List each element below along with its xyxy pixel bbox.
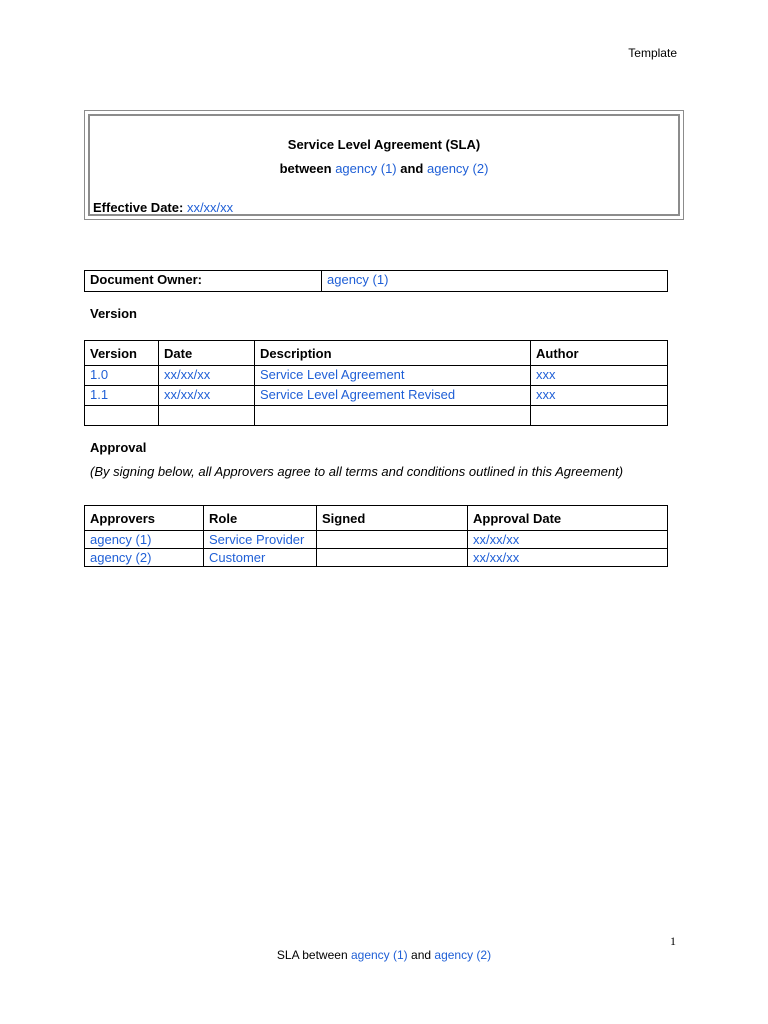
table-row — [85, 271, 668, 292]
page-number: 1 — [670, 934, 676, 948]
table-cell: 1.0 — [85, 366, 159, 386]
table-header-row — [85, 506, 668, 531]
party-1: agency (1) — [335, 161, 397, 176]
page-footer — [0, 948, 768, 962]
table-cell: agency (2) — [85, 549, 204, 567]
footer-prefix: SLA between — [276, 948, 348, 962]
approval-heading: Approval — [90, 440, 147, 455]
approval-table — [84, 505, 668, 567]
version-table — [84, 340, 668, 426]
table-row — [85, 366, 668, 386]
and-label: and — [400, 161, 424, 176]
document-title: Service Level Agreement (SLA) — [287, 137, 481, 152]
table-cell: xx/xx/xx — [159, 366, 255, 386]
table-cell — [531, 406, 668, 426]
table-cell: Service Level Agreement — [255, 366, 531, 386]
signature-cell — [317, 549, 468, 567]
table-cell: agency (1) — [85, 531, 204, 549]
table-cell: xxx — [531, 386, 668, 406]
column-header: Author — [531, 341, 668, 366]
effective-date-label: Effective Date: — [93, 200, 184, 215]
page-header-label: Template — [628, 46, 677, 60]
column-header: Description — [255, 341, 531, 366]
table-row-empty — [85, 406, 668, 426]
owner-value: agency (1) — [322, 271, 668, 292]
signature-cell — [317, 531, 468, 549]
table-row — [85, 531, 668, 549]
document-owner-table — [84, 270, 668, 292]
approval-note: (By signing below, all Approvers agree to all terms and conditions outlined in this Agreement) — [90, 464, 624, 479]
table-cell: Service Level Agreement Revised — [255, 386, 531, 406]
table-cell — [159, 406, 255, 426]
table-cell: 1.1 — [85, 386, 159, 406]
table-cell: Service Provider — [204, 531, 317, 549]
table-cell: xxx — [531, 366, 668, 386]
effective-date-value: xx/xx/xx — [186, 200, 234, 215]
table-cell: xx/xx/xx — [468, 549, 668, 567]
column-header: Signed — [317, 506, 468, 531]
table-cell: xx/xx/xx — [468, 531, 668, 549]
table-row — [85, 549, 668, 567]
footer-party-2: agency (2) — [434, 948, 492, 962]
table-row — [85, 386, 668, 406]
owner-label: Document Owner: — [85, 271, 322, 292]
column-header: Version — [85, 341, 159, 366]
column-header: Role — [204, 506, 317, 531]
title-box — [84, 110, 684, 220]
column-header: Date — [159, 341, 255, 366]
title-box-inner — [88, 114, 680, 216]
table-cell: Customer — [204, 549, 317, 567]
table-header-row — [85, 341, 668, 366]
parties-line — [90, 161, 678, 176]
footer-party-1: agency (1) — [350, 948, 408, 962]
between-label: between — [279, 161, 332, 176]
effective-date-line — [93, 200, 233, 215]
table-cell — [255, 406, 531, 426]
table-cell: xx/xx/xx — [159, 386, 255, 406]
column-header: Approvers — [85, 506, 204, 531]
party-2: agency (2) — [427, 161, 489, 176]
version-heading: Version — [90, 306, 137, 321]
table-cell — [85, 406, 159, 426]
footer-and-label: and — [411, 948, 432, 962]
column-header: Approval Date — [468, 506, 668, 531]
